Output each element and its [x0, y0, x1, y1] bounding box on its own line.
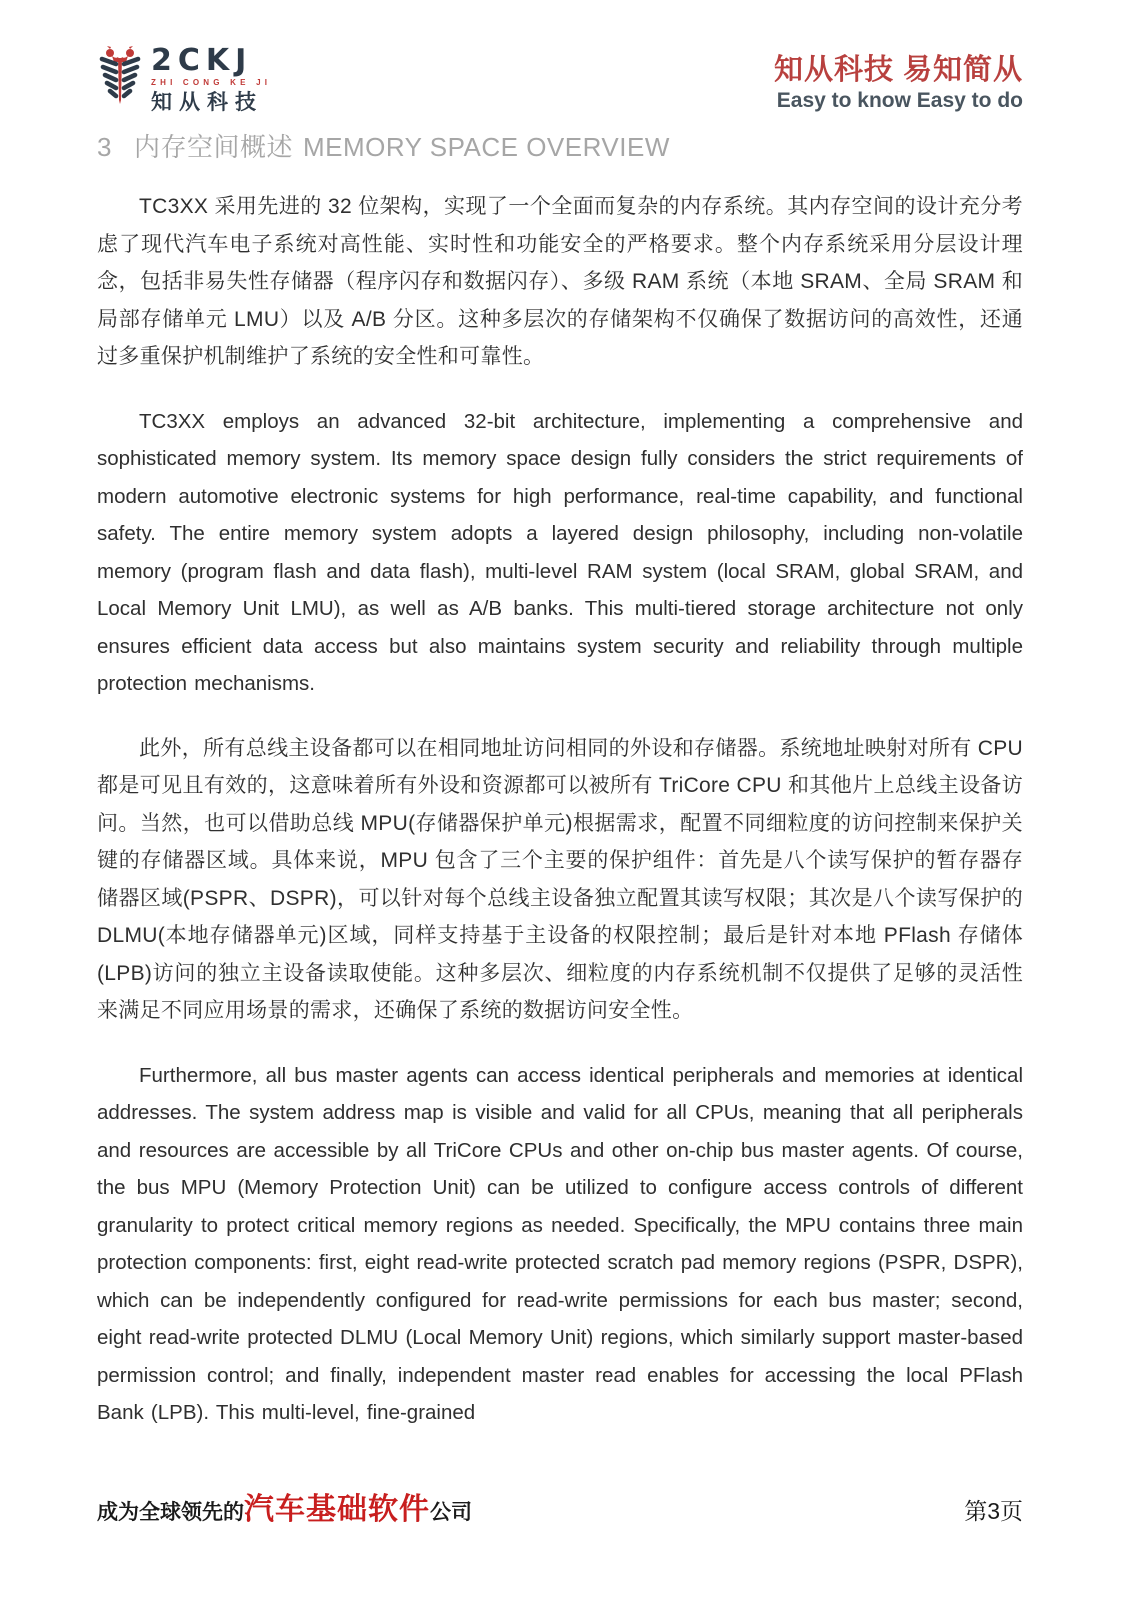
paragraph-english-2: Furthermore, all bus master agents can access identical peripherals and memories at identical addresses. The system address map is visible and valid for all CPUs, meaning that all peripherals and resources are accessible by all TriCore CPUs and other on-chip bus master agents. Of course, the bus MPU (Memory Protection Unit) can be utilized to configure access controls of different granularity to protect critical memory regions as needed. Specifically, the MPU contains three main protection components: first, eight read-write protected scratch pad memory regions (PSPR, DSPR), which can be independently configured for read-write permissions for each bus master; second, eight read-write protected DLMU (Local Memory Unit) regions, which similarly support master-based permission control; and finally, independent master read enables for accessing the local PFlash Bank (LPB). This multi-level, fine-grained	[97, 1063, 1023, 1425]
section-heading	[97, 127, 1023, 164]
company-logo	[97, 43, 272, 114]
footer-slogan-highlight: 汽车基础软件	[244, 1493, 430, 1526]
section-title-english: MEMORY SPACE OVERVIEW	[302, 132, 670, 163]
header-tagline	[774, 46, 1023, 113]
section-title-chinese: 内存空间概述	[133, 132, 293, 163]
footer-slogan	[97, 1484, 472, 1528]
document-body	[97, 188, 1023, 1432]
paragraph-english-1: TC3XX employs an advanced 32-bit architecture, implementing a comprehensive and sophisticated memory system. Its memory space design fully considers the strict requirements of modern automotive electronic systems for high performance, real-time capability, and functional safety. The entire memory system adopts a layered design philosophy, including non-volatile memory (program flash and data flash), multi-level RAM system (local SRAM, global SRAM, and Local Memory Unit LMU), as well as A/B banks. This multi-tiered storage architecture not only ensures efficient data access but also maintains system security and reliability through multiple protection mechanisms.	[97, 409, 1023, 696]
logo-wordmark: 2CKJ	[151, 43, 253, 78]
footer-slogan-prefix: 成为全球领先的	[97, 1501, 244, 1524]
section-number: 3	[97, 132, 112, 163]
tagline-english: Easy to know Easy to do	[776, 89, 1023, 113]
zckj-emblem-icon	[97, 46, 143, 106]
paragraph-chinese-1: TC3XX 采用先进的 32 位架构，实现了一个全面而复杂的内存系统。其内存空间的设计充分考虑了现代汽车电子系统对高性能、实时性和功能安全的严格要求。整个内存系统采用分层设计理念，包括非易失性存储器（程序闪存和数据闪存）、多级 RAM 系统（本地 SRAM、全局 SRAM 和局部存储单元 LMU）以及 A/B 分区。这种多层次的存储架构不仅确保了数据访问的高效性，还通过多重保护机制维护了系统的安全性和可靠性。	[97, 195, 1023, 369]
footer-slogan-suffix: 公司	[430, 1501, 472, 1524]
logo-text-block	[151, 43, 272, 114]
logo-company-name: 知从科技	[151, 91, 263, 114]
page-footer	[97, 1484, 1023, 1528]
paragraph-chinese-2: 此外，所有总线主设备都可以在相同地址访问相同的外设和存储器。系统地址映射对所有 CPU 都是可见且有效的，这意味着所有外设和资源都可以被所有 TriCore CPU 和其他片上总线主设备访问。当然，也可以借助总线 MPU(存储器保护单元)根据需求，配置不同细粒度的访问控制来保护关键的存储器区域。具体来说，MPU 包含了三个主要的保护组件：首先是八个读写保护的暂存器存储器区域(PSPR、DSPR)，可以针对每个总线主设备独立配置其读写权限；其次是八个读写保护的 DLMU(本地存储器单元)区域，同样支持基于主设备的权限控制；最后是针对本地 PFlash 存储体(LPB)访问的独立主设备读取使能。这种多层次、细粒度的内存系统机制不仅提供了足够的灵活性来满足不同应用场景的需求，还确保了系统的数据访问安全性。	[97, 736, 1023, 1023]
logo-romanized: ZHI CONG KE JI	[151, 78, 272, 87]
page-number: 第3页	[964, 1498, 1023, 1524]
page-header	[97, 43, 1023, 114]
tagline-chinese: 知从科技 易知简从	[773, 54, 1023, 86]
